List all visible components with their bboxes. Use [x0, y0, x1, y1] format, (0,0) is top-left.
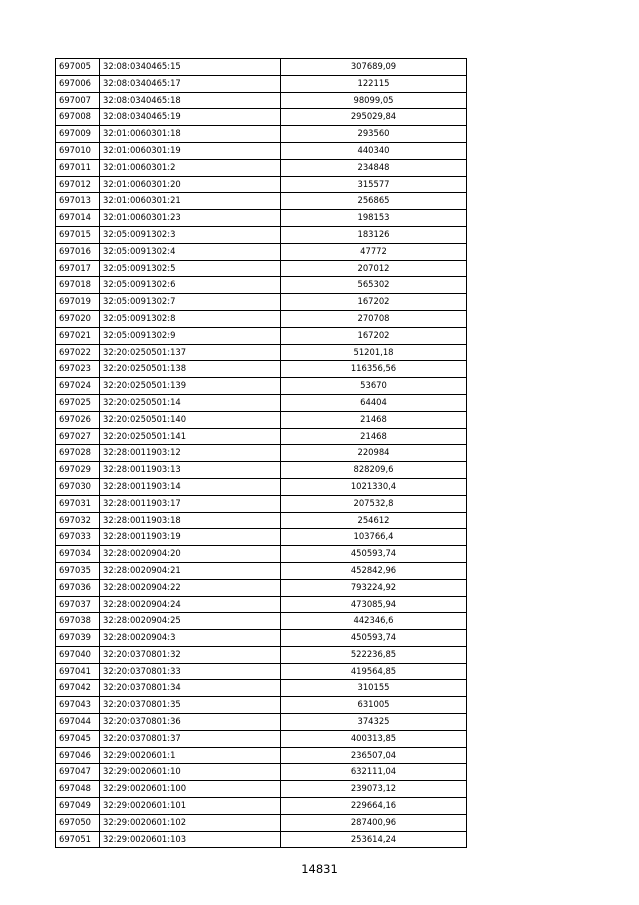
value-cell: 183126 [281, 226, 467, 243]
table-row [56, 646, 467, 663]
table-row [56, 680, 467, 697]
row-id-cell: 697005 [56, 59, 100, 76]
value-cell: 473085,94 [281, 596, 467, 613]
table-row [56, 226, 467, 243]
row-id-cell: 697037 [56, 596, 100, 613]
row-id-cell: 697021 [56, 327, 100, 344]
cadastral-number-cell: 32:29:0020601:102 [100, 814, 281, 831]
value-cell: 287400,96 [281, 814, 467, 831]
table-row [56, 562, 467, 579]
row-id-cell: 697014 [56, 210, 100, 227]
value-cell: 442346,6 [281, 613, 467, 630]
row-id-cell: 697040 [56, 646, 100, 663]
row-id-cell: 697012 [56, 176, 100, 193]
value-cell: 21468 [281, 428, 467, 445]
row-id-cell: 697051 [56, 831, 100, 848]
cadastral-number-cell: 32:28:0020904:25 [100, 613, 281, 630]
cadastral-number-cell: 32:01:0060301:21 [100, 193, 281, 210]
cadastral-number-cell: 32:28:0011903:19 [100, 529, 281, 546]
cadastral-number-cell: 32:05:0091302:8 [100, 310, 281, 327]
cadastral-number-cell: 32:29:0020601:1 [100, 747, 281, 764]
row-id-cell: 697019 [56, 294, 100, 311]
cadastral-number-cell: 32:08:0340465:15 [100, 59, 281, 76]
table-row [56, 210, 467, 227]
value-cell: 253614,24 [281, 831, 467, 848]
cadastral-number-cell: 32:28:0011903:18 [100, 512, 281, 529]
cadastral-number-cell: 32:20:0250501:137 [100, 344, 281, 361]
cadastral-number-cell: 32:20:0250501:139 [100, 378, 281, 395]
table-row [56, 260, 467, 277]
value-cell: 565302 [281, 277, 467, 294]
cadastral-number-cell: 32:20:0370801:37 [100, 730, 281, 747]
value-cell: 1021330,4 [281, 478, 467, 495]
value-cell: 220984 [281, 445, 467, 462]
cadastral-number-cell: 32:01:0060301:19 [100, 142, 281, 159]
row-id-cell: 697032 [56, 512, 100, 529]
value-cell: 21468 [281, 411, 467, 428]
value-cell: 631005 [281, 697, 467, 714]
table-row [56, 814, 467, 831]
table-row [56, 579, 467, 596]
table-row [56, 714, 467, 731]
cadastral-number-cell: 32:05:0091302:9 [100, 327, 281, 344]
table-row [56, 798, 467, 815]
table-row [56, 781, 467, 798]
table-row [56, 764, 467, 781]
row-id-cell: 697049 [56, 798, 100, 815]
cadastral-number-cell: 32:20:0370801:36 [100, 714, 281, 731]
row-id-cell: 697010 [56, 142, 100, 159]
value-cell: 64404 [281, 394, 467, 411]
value-cell: 293560 [281, 126, 467, 143]
table-row [56, 159, 467, 176]
row-id-cell: 697022 [56, 344, 100, 361]
value-cell: 198153 [281, 210, 467, 227]
value-cell: 103766,4 [281, 529, 467, 546]
table-row [56, 697, 467, 714]
value-cell: 452842,96 [281, 562, 467, 579]
value-cell: 234848 [281, 159, 467, 176]
row-id-cell: 697007 [56, 92, 100, 109]
cadastral-number-cell: 32:29:0020601:101 [100, 798, 281, 815]
row-id-cell: 697047 [56, 764, 100, 781]
cadastral-number-cell: 32:20:0250501:141 [100, 428, 281, 445]
table-row [56, 75, 467, 92]
row-id-cell: 697027 [56, 428, 100, 445]
table-row [56, 378, 467, 395]
value-cell: 236507,04 [281, 747, 467, 764]
row-id-cell: 697044 [56, 714, 100, 731]
cadastral-number-cell: 32:28:0020904:3 [100, 630, 281, 647]
value-cell: 167202 [281, 294, 467, 311]
value-cell: 632111,04 [281, 764, 467, 781]
table-row [56, 310, 467, 327]
value-cell: 828209,6 [281, 462, 467, 479]
value-cell: 307689,09 [281, 59, 467, 76]
cadastral-number-cell: 32:05:0091302:3 [100, 226, 281, 243]
value-cell: 116356,56 [281, 361, 467, 378]
value-cell: 122115 [281, 75, 467, 92]
table-row [56, 176, 467, 193]
cadastral-number-cell: 32:05:0091302:6 [100, 277, 281, 294]
row-id-cell: 697042 [56, 680, 100, 697]
table-row [56, 495, 467, 512]
table-row [56, 126, 467, 143]
table-row [56, 529, 467, 546]
cadastral-number-cell: 32:20:0370801:34 [100, 680, 281, 697]
table-row [56, 478, 467, 495]
table-row [56, 243, 467, 260]
cadastral-number-cell: 32:29:0020601:100 [100, 781, 281, 798]
cadastral-number-cell: 32:20:0250501:140 [100, 411, 281, 428]
value-cell: 167202 [281, 327, 467, 344]
cadastral-number-cell: 32:20:0370801:32 [100, 646, 281, 663]
cadastral-number-cell: 32:08:0340465:19 [100, 109, 281, 126]
cadastral-number-cell: 32:29:0020601:10 [100, 764, 281, 781]
row-id-cell: 697018 [56, 277, 100, 294]
value-cell: 98099,05 [281, 92, 467, 109]
row-id-cell: 697020 [56, 310, 100, 327]
table-row [56, 462, 467, 479]
value-cell: 270708 [281, 310, 467, 327]
cadastral-number-cell: 32:20:0250501:138 [100, 361, 281, 378]
table-row [56, 109, 467, 126]
row-id-cell: 697048 [56, 781, 100, 798]
cadastral-number-cell: 32:05:0091302:7 [100, 294, 281, 311]
row-id-cell: 697015 [56, 226, 100, 243]
value-cell: 229664,16 [281, 798, 467, 815]
table-row [56, 411, 467, 428]
value-cell: 254612 [281, 512, 467, 529]
value-cell: 256865 [281, 193, 467, 210]
value-cell: 400313,85 [281, 730, 467, 747]
value-cell: 374325 [281, 714, 467, 731]
row-id-cell: 697045 [56, 730, 100, 747]
value-cell: 440340 [281, 142, 467, 159]
cadastral-number-cell: 32:20:0370801:33 [100, 663, 281, 680]
row-id-cell: 697024 [56, 378, 100, 395]
row-id-cell: 697035 [56, 562, 100, 579]
value-cell: 47772 [281, 243, 467, 260]
cadastral-number-cell: 32:28:0020904:24 [100, 596, 281, 613]
cadastral-number-cell: 32:08:0340465:17 [100, 75, 281, 92]
table-row [56, 294, 467, 311]
row-id-cell: 697039 [56, 630, 100, 647]
row-id-cell: 697006 [56, 75, 100, 92]
row-id-cell: 697008 [56, 109, 100, 126]
table-row [56, 613, 467, 630]
table-row [56, 831, 467, 848]
value-cell: 793224,92 [281, 579, 467, 596]
table-row [56, 361, 467, 378]
value-cell: 207532,8 [281, 495, 467, 512]
table-row [56, 193, 467, 210]
value-cell: 295029,84 [281, 109, 467, 126]
table-row [56, 142, 467, 159]
value-cell: 450593,74 [281, 546, 467, 563]
data-table [55, 58, 467, 848]
cadastral-number-cell: 32:28:0011903:17 [100, 495, 281, 512]
table-row [56, 277, 467, 294]
table-row [56, 394, 467, 411]
row-id-cell: 697030 [56, 478, 100, 495]
cadastral-number-cell: 32:28:0020904:20 [100, 546, 281, 563]
cadastral-number-cell: 32:20:0370801:35 [100, 697, 281, 714]
cadastral-number-cell: 32:28:0011903:12 [100, 445, 281, 462]
row-id-cell: 697009 [56, 126, 100, 143]
table-row [56, 546, 467, 563]
table-row [56, 327, 467, 344]
row-id-cell: 697025 [56, 394, 100, 411]
value-cell: 239073,12 [281, 781, 467, 798]
cadastral-number-cell: 32:28:0020904:22 [100, 579, 281, 596]
table-row [56, 59, 467, 76]
page-number: 14831 [301, 862, 338, 876]
cadastral-number-cell: 32:05:0091302:5 [100, 260, 281, 277]
row-id-cell: 697041 [56, 663, 100, 680]
value-cell: 53670 [281, 378, 467, 395]
value-cell: 522236,85 [281, 646, 467, 663]
row-id-cell: 697011 [56, 159, 100, 176]
cadastral-number-cell: 32:01:0060301:2 [100, 159, 281, 176]
cadastral-number-cell: 32:28:0011903:14 [100, 478, 281, 495]
row-id-cell: 697031 [56, 495, 100, 512]
table-row [56, 596, 467, 613]
cadastral-number-cell: 32:01:0060301:23 [100, 210, 281, 227]
cadastral-number-cell: 32:20:0250501:14 [100, 394, 281, 411]
value-cell: 450593,74 [281, 630, 467, 647]
table-row [56, 630, 467, 647]
row-id-cell: 697029 [56, 462, 100, 479]
row-id-cell: 697017 [56, 260, 100, 277]
table-row [56, 747, 467, 764]
value-cell: 310155 [281, 680, 467, 697]
row-id-cell: 697038 [56, 613, 100, 630]
cadastral-number-cell: 32:01:0060301:20 [100, 176, 281, 193]
table-row [56, 663, 467, 680]
table-row [56, 92, 467, 109]
row-id-cell: 697023 [56, 361, 100, 378]
row-id-cell: 697016 [56, 243, 100, 260]
row-id-cell: 697026 [56, 411, 100, 428]
row-id-cell: 697050 [56, 814, 100, 831]
table-row [56, 730, 467, 747]
row-id-cell: 697046 [56, 747, 100, 764]
cadastral-number-cell: 32:29:0020601:103 [100, 831, 281, 848]
table-row [56, 512, 467, 529]
value-cell: 51201,18 [281, 344, 467, 361]
row-id-cell: 697043 [56, 697, 100, 714]
row-id-cell: 697028 [56, 445, 100, 462]
cadastral-number-cell: 32:08:0340465:18 [100, 92, 281, 109]
value-cell: 419564,85 [281, 663, 467, 680]
cadastral-number-cell: 32:01:0060301:18 [100, 126, 281, 143]
row-id-cell: 697013 [56, 193, 100, 210]
table-row [56, 445, 467, 462]
cadastral-number-cell: 32:28:0020904:21 [100, 562, 281, 579]
cadastral-number-cell: 32:05:0091302:4 [100, 243, 281, 260]
cadastral-number-cell: 32:28:0011903:13 [100, 462, 281, 479]
value-cell: 315577 [281, 176, 467, 193]
table-body [56, 59, 467, 848]
row-id-cell: 697034 [56, 546, 100, 563]
row-id-cell: 697036 [56, 579, 100, 596]
table-row [56, 428, 467, 445]
table-row [56, 344, 467, 361]
row-id-cell: 697033 [56, 529, 100, 546]
value-cell: 207012 [281, 260, 467, 277]
